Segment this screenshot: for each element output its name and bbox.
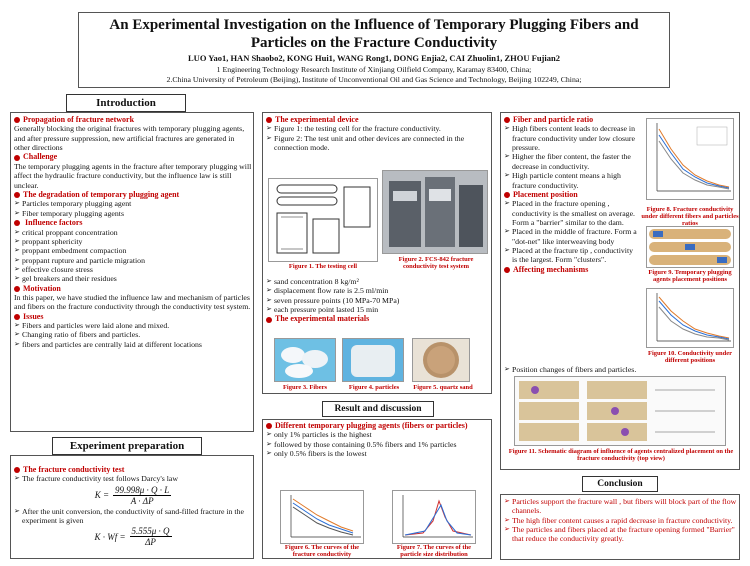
figure-3-caption: Figure 3. Fibers	[282, 384, 328, 391]
right-content-a: Fiber and particle ratio ➢ High fibers content leads to decrease in fracture conductivity under low closure pressure. ➢ Higher the fiber content, the faster the decrease in conductivity. ➢ High particle content means a high fracture conductivity. Placement position ➢ Placed in the fracture opening , conductivity is the smallest on average. Form a "barrier" similar to the dam. ➢ Placed in the middle of fracture. Form a "dot-net" like interweaving body ➢ Placed at the fracture tip , conductivity is the largest. Form "clusters". Affecting mechanisms	[504, 115, 638, 274]
testing-cell-drawing	[269, 179, 377, 261]
figure-2-caption: Figure 2. FCS-842 fracture conductivity test system	[398, 256, 474, 271]
figure-7-size-distribution	[392, 490, 476, 544]
figure-10-position-chart	[646, 288, 734, 348]
figure-4-caption: Figure 4. particles	[348, 384, 400, 391]
authors: LUO Yao1, HAN Shaobo2, KONG Hui1, WANG Rong1, DONG Enjia2, CAI Zhuolin1, ZHOU Fujian2	[188, 53, 560, 63]
figure-4-particles-photo	[342, 338, 404, 382]
figure-1-caption: Figure 1. The testing cell	[288, 263, 358, 270]
figure-7-caption: Figure 7. The curves of the particle size distribution	[396, 544, 472, 559]
affiliation-1: 1 Engineering Technology Research Institute of Xinjiang Oilfield Company, Karamay 83400, China;	[216, 65, 532, 74]
device-params: ➢ sand concentration 8 kg/m² ➢ displacement flow rate is 2.5 ml/min ➢ seven pressure points (10 MPa-70 MPa) ➢ each pressure point lasted 15 min The experimental materials	[266, 277, 490, 324]
figure-9-caption: Figure 9. Temporary plugging agents placement positions	[648, 269, 732, 284]
poster-title: An Experimental Investigation on the Influence of Temporary Plugging Fibers and Particles on the Fracture Conductivity	[109, 17, 639, 51]
intro-title: Introduction	[66, 94, 186, 112]
right-content-b: ➢ Position changes of fibers and particles.	[504, 365, 736, 374]
test-system-photo-drawing	[383, 171, 487, 253]
equation-darcy: K = $\frac{99.998\mu \cdot Q \cdot L}{A \cdot \Delta P}$	[94, 484, 170, 506]
figure-6-conductivity-curves	[280, 490, 364, 544]
figure-10-caption: Figure 10. Conductivity under different positions	[647, 350, 733, 365]
figure-11-caption: Figure 11. Schematic diagram of influence of agents centralized placement on the fracture conductivity (top view)	[508, 448, 734, 463]
result-content: Different temporary plugging agents (fibers or particles) ➢ only 1% particles is the highest ➢ followed by those containing 0.5% fibers and 1% particles ➢ only 0.5% fibers is the lowest	[266, 421, 490, 458]
conclusion-content: ➢ Particles support the fracture wall , but fibers will block part of the flow channels. ➢ The high fiber content causes a rapid decrease in fracture conductivity. ➢ The particles and fibers placed at the fracture opening formed "Barrier" that reduce the conductivity greatly.	[504, 497, 738, 544]
figure-3-fibers-photo	[274, 338, 336, 382]
device-content-top: The experimental device ➢ Figure 1: the testing cell for the fracture conductivity. ➢ Figure 2: The test unit and other devices are connected in the connection mode.	[266, 115, 490, 152]
figure-9-placement-diagram	[646, 226, 734, 268]
intro-content: Propagation of fracture network Generally blocking the original fractures with temporary plugging agents, and after pressure suppression, new artificial fractures are generated in other directions Challenge The temporary plugging agents in the fracture after temporary plugging will affect the hydraulic fracture conductivity, but the influence law is still unclear. The degradation of temporary plugging agent ➢ Particles temporary plugging agent ➢ Fiber temporary plugging agents Influence factors ➢ critical proppant concentration ➢ proppant sphericity ➢ proppant embedment compaction ➢ proppant rupture and particle migration ➢ effective closure stress ➢ gel breakers and their residues Motivation In this paper, we have studied the influence law and mechanism of particles and fibers on the fracture conductivity through the conductivity test system. Issues ➢ Fibers and particles were laid alone and mixed. ➢ Changing ratio of fibers and particles. ➢ fibers and particles are centrally laid at different locations	[14, 115, 252, 349]
affiliation-2: 2.China University of Petroleum (Beijing), Institute of Unconventional Oil and Gas Science and Technology, Beijing 102249, China;	[166, 75, 582, 84]
figure-8-caption: Figure 8. Fracture conductivity under different fibers and particles ratios	[641, 206, 739, 228]
prep-content: The fracture conductivity test ➢ The fracture conductivity test follows Darcy's law K = $\frac{99.998\mu \cdot Q \cdot L}{A \cdot \Delta P}$ ➢ After the unit conversion, the conductivity of sand-filled fracture in the experiment is given K · Wf = $\frac{5.555\mu \cdot Q}{\Delta P}$	[14, 465, 252, 548]
figure-8-ratio-chart	[646, 118, 734, 200]
figure-11-mechanism-diagram	[514, 376, 726, 446]
equation-conductivity: K · Wf = $\frac{5.555\mu \cdot Q}{\Delta P}$	[94, 526, 170, 548]
figure-1-testing-cell	[268, 178, 378, 262]
figure-2-test-system-photo	[382, 170, 488, 254]
figure-6-caption: Figure 6. The curves of the fracture conductivity	[284, 544, 360, 559]
result-title: Result and discussion	[322, 401, 434, 417]
figure-5-caption: Figure 5. quartz sand	[413, 384, 473, 391]
figure-5-quartz-sand-photo	[412, 338, 470, 382]
prep-title: Experiment preparation	[52, 437, 202, 455]
conclusion-title: Conclusion	[582, 476, 658, 492]
